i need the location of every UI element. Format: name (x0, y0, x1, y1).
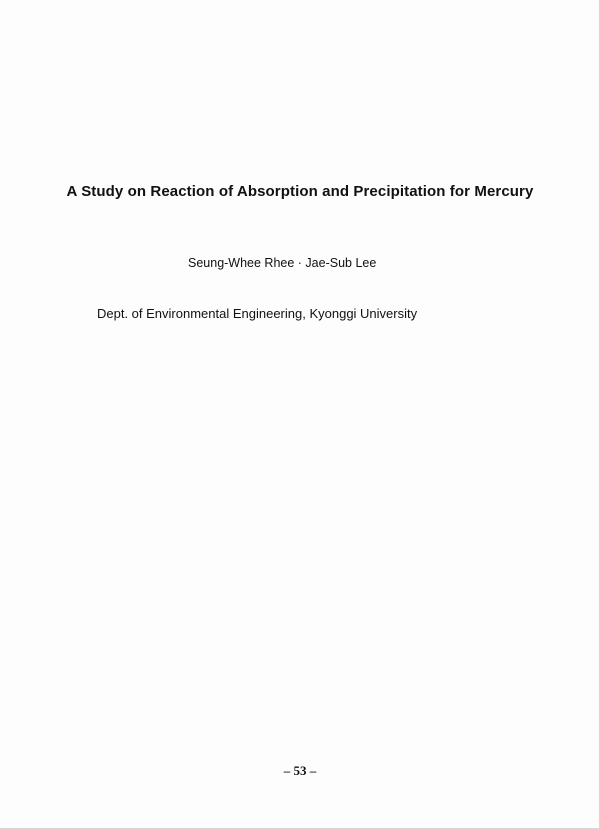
paper-title: A Study on Reaction of Absorption and Precipitation for Mercury (66, 183, 534, 200)
affiliation-line: Dept. of Environmental Engineering, Kyonggi University (97, 306, 418, 321)
author-line: Seung-Whee Rhee · Jae-Sub Lee (188, 256, 377, 270)
page-number: – 53 – (283, 763, 317, 778)
